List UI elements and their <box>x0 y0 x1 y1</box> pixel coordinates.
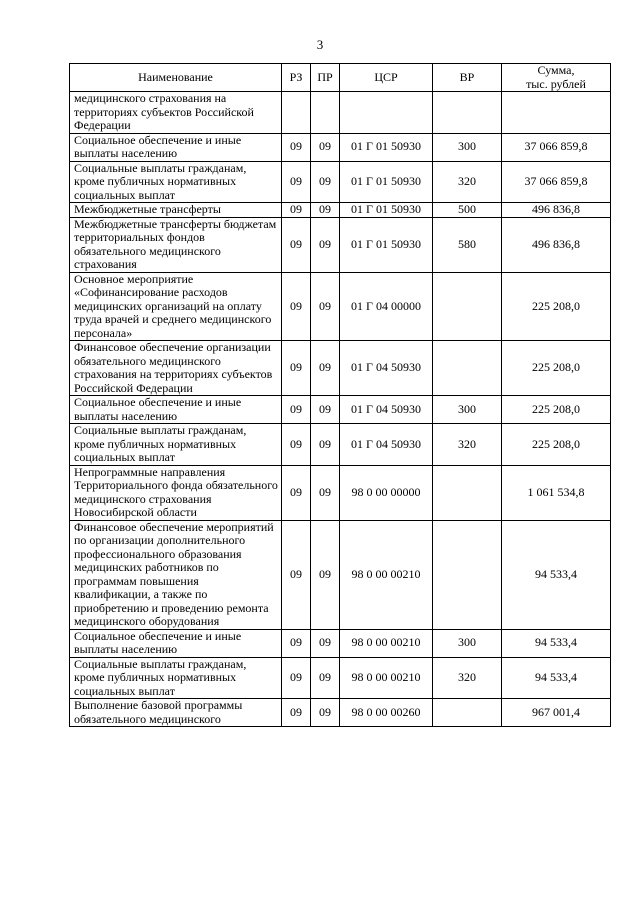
row-vr <box>433 92 502 134</box>
row-name: Социальное обеспечение и иные выплаты населению <box>70 396 282 424</box>
header-sum-line2: тыс. рублей <box>526 76 586 91</box>
row-pr <box>311 92 340 134</box>
row-pr: 09 <box>311 699 340 727</box>
row-name: Непрограммные направления Территориального фонда обязательного медицинского страхования Новосибирской области <box>70 465 282 520</box>
row-sum: 225 208,0 <box>502 424 611 466</box>
row-sum: 37 066 859,8 <box>502 161 611 203</box>
row-sum: 94 533,4 <box>502 629 611 657</box>
row-csr: 98 0 00 00210 <box>340 520 433 629</box>
row-csr: 98 0 00 00000 <box>340 465 433 520</box>
row-rz: 09 <box>282 203 311 218</box>
table-row <box>70 272 611 341</box>
row-csr: 01 Г 04 00000 <box>340 272 433 341</box>
row-rz: 09 <box>282 699 311 727</box>
row-rz: 09 <box>282 161 311 203</box>
row-rz: 09 <box>282 396 311 424</box>
row-pr: 09 <box>311 465 340 520</box>
table-row <box>70 520 611 629</box>
row-sum: 496 836,8 <box>502 203 611 218</box>
row-pr: 09 <box>311 657 340 699</box>
budget-table <box>69 63 611 727</box>
table-row <box>70 657 611 699</box>
table-row <box>70 133 611 161</box>
header-csr: ЦСР <box>340 64 433 92</box>
row-name: Межбюджетные трансферты <box>70 203 282 218</box>
row-vr: 580 <box>433 217 502 272</box>
row-rz: 09 <box>282 341 311 396</box>
row-sum: 94 533,4 <box>502 520 611 629</box>
row-rz: 09 <box>282 629 311 657</box>
row-vr: 320 <box>433 657 502 699</box>
row-vr: 300 <box>433 629 502 657</box>
row-name: Социальные выплаты гражданам, кроме публичных нормативных социальных выплат <box>70 424 282 466</box>
row-rz <box>282 92 311 134</box>
table-row <box>70 629 611 657</box>
row-rz: 09 <box>282 217 311 272</box>
row-sum: 225 208,0 <box>502 396 611 424</box>
table-row <box>70 699 611 727</box>
row-pr: 09 <box>311 520 340 629</box>
row-name: Финансовое обеспечение мероприятий по организации дополнительного профессионального образования медицинских работников по программам повышения квалификации, а также по приобретению и проведению ремонта медицинского оборудования <box>70 520 282 629</box>
row-vr: 320 <box>433 424 502 466</box>
row-name: Межбюджетные трансферты бюджетам территориальных фондов обязательного медицинского страхования <box>70 217 282 272</box>
row-csr: 01 Г 04 50930 <box>340 396 433 424</box>
row-vr <box>433 699 502 727</box>
row-rz: 09 <box>282 465 311 520</box>
header-vr: ВР <box>433 64 502 92</box>
row-name: Социальное обеспечение и иные выплаты населению <box>70 133 282 161</box>
row-name: Финансовое обеспечение организации обязательного медицинского страхования на территориях субъектов Российской Федерации <box>70 341 282 396</box>
header-sum-line1: Сумма, <box>537 63 575 77</box>
row-sum: 37 066 859,8 <box>502 133 611 161</box>
table-row <box>70 424 611 466</box>
row-csr: 01 Г 01 50930 <box>340 217 433 272</box>
row-pr: 09 <box>311 161 340 203</box>
row-csr: 01 Г 01 50930 <box>340 161 433 203</box>
row-sum: 1 061 534,8 <box>502 465 611 520</box>
row-vr <box>433 341 502 396</box>
row-rz: 09 <box>282 424 311 466</box>
header-rz: РЗ <box>282 64 311 92</box>
table-row <box>70 161 611 203</box>
row-pr: 09 <box>311 133 340 161</box>
row-csr: 01 Г 01 50930 <box>340 203 433 218</box>
table-row <box>70 203 611 218</box>
row-csr: 01 Г 04 50930 <box>340 341 433 396</box>
row-vr: 500 <box>433 203 502 218</box>
row-sum: 496 836,8 <box>502 217 611 272</box>
row-csr: 98 0 00 00210 <box>340 629 433 657</box>
header-pr: ПР <box>311 64 340 92</box>
row-name: Выполнение базовой программы обязательного медицинского <box>70 699 282 727</box>
row-sum: 967 001,4 <box>502 699 611 727</box>
row-pr: 09 <box>311 203 340 218</box>
row-name: Основное мероприятие «Софинансирование расходов медицинских организаций на оплату труда врачей и среднего медицинского персонала» <box>70 272 282 341</box>
row-vr <box>433 465 502 520</box>
row-sum <box>502 92 611 134</box>
row-rz: 09 <box>282 657 311 699</box>
row-name: Социальное обеспечение и иные выплаты населению <box>70 629 282 657</box>
row-pr: 09 <box>311 396 340 424</box>
row-pr: 09 <box>311 341 340 396</box>
row-sum: 225 208,0 <box>502 272 611 341</box>
row-pr: 09 <box>311 424 340 466</box>
row-vr: 300 <box>433 396 502 424</box>
table-row <box>70 92 611 134</box>
row-vr <box>433 272 502 341</box>
row-pr: 09 <box>311 629 340 657</box>
header-name: Наименование <box>70 64 282 92</box>
row-vr: 320 <box>433 161 502 203</box>
table-row <box>70 217 611 272</box>
row-rz: 09 <box>282 133 311 161</box>
row-pr: 09 <box>311 272 340 341</box>
row-csr: 98 0 00 00210 <box>340 657 433 699</box>
row-name: медицинского страхования на территориях субъектов Российской Федерации <box>70 92 282 134</box>
table-row <box>70 341 611 396</box>
row-vr <box>433 520 502 629</box>
row-csr <box>340 92 433 134</box>
row-csr: 98 0 00 00260 <box>340 699 433 727</box>
page-number: 3 <box>316 37 324 52</box>
row-csr: 01 Г 04 50930 <box>340 424 433 466</box>
table-row <box>70 465 611 520</box>
row-name: Социальные выплаты гражданам, кроме публичных нормативных социальных выплат <box>70 657 282 699</box>
row-csr: 01 Г 01 50930 <box>340 133 433 161</box>
row-name: Социальные выплаты гражданам, кроме публичных нормативных социальных выплат <box>70 161 282 203</box>
row-rz: 09 <box>282 520 311 629</box>
row-sum: 94 533,4 <box>502 657 611 699</box>
row-pr: 09 <box>311 217 340 272</box>
row-vr: 300 <box>433 133 502 161</box>
table-row <box>70 396 611 424</box>
row-sum: 225 208,0 <box>502 341 611 396</box>
table-header-row <box>70 64 611 92</box>
row-rz: 09 <box>282 272 311 341</box>
header-sum <box>502 64 611 92</box>
